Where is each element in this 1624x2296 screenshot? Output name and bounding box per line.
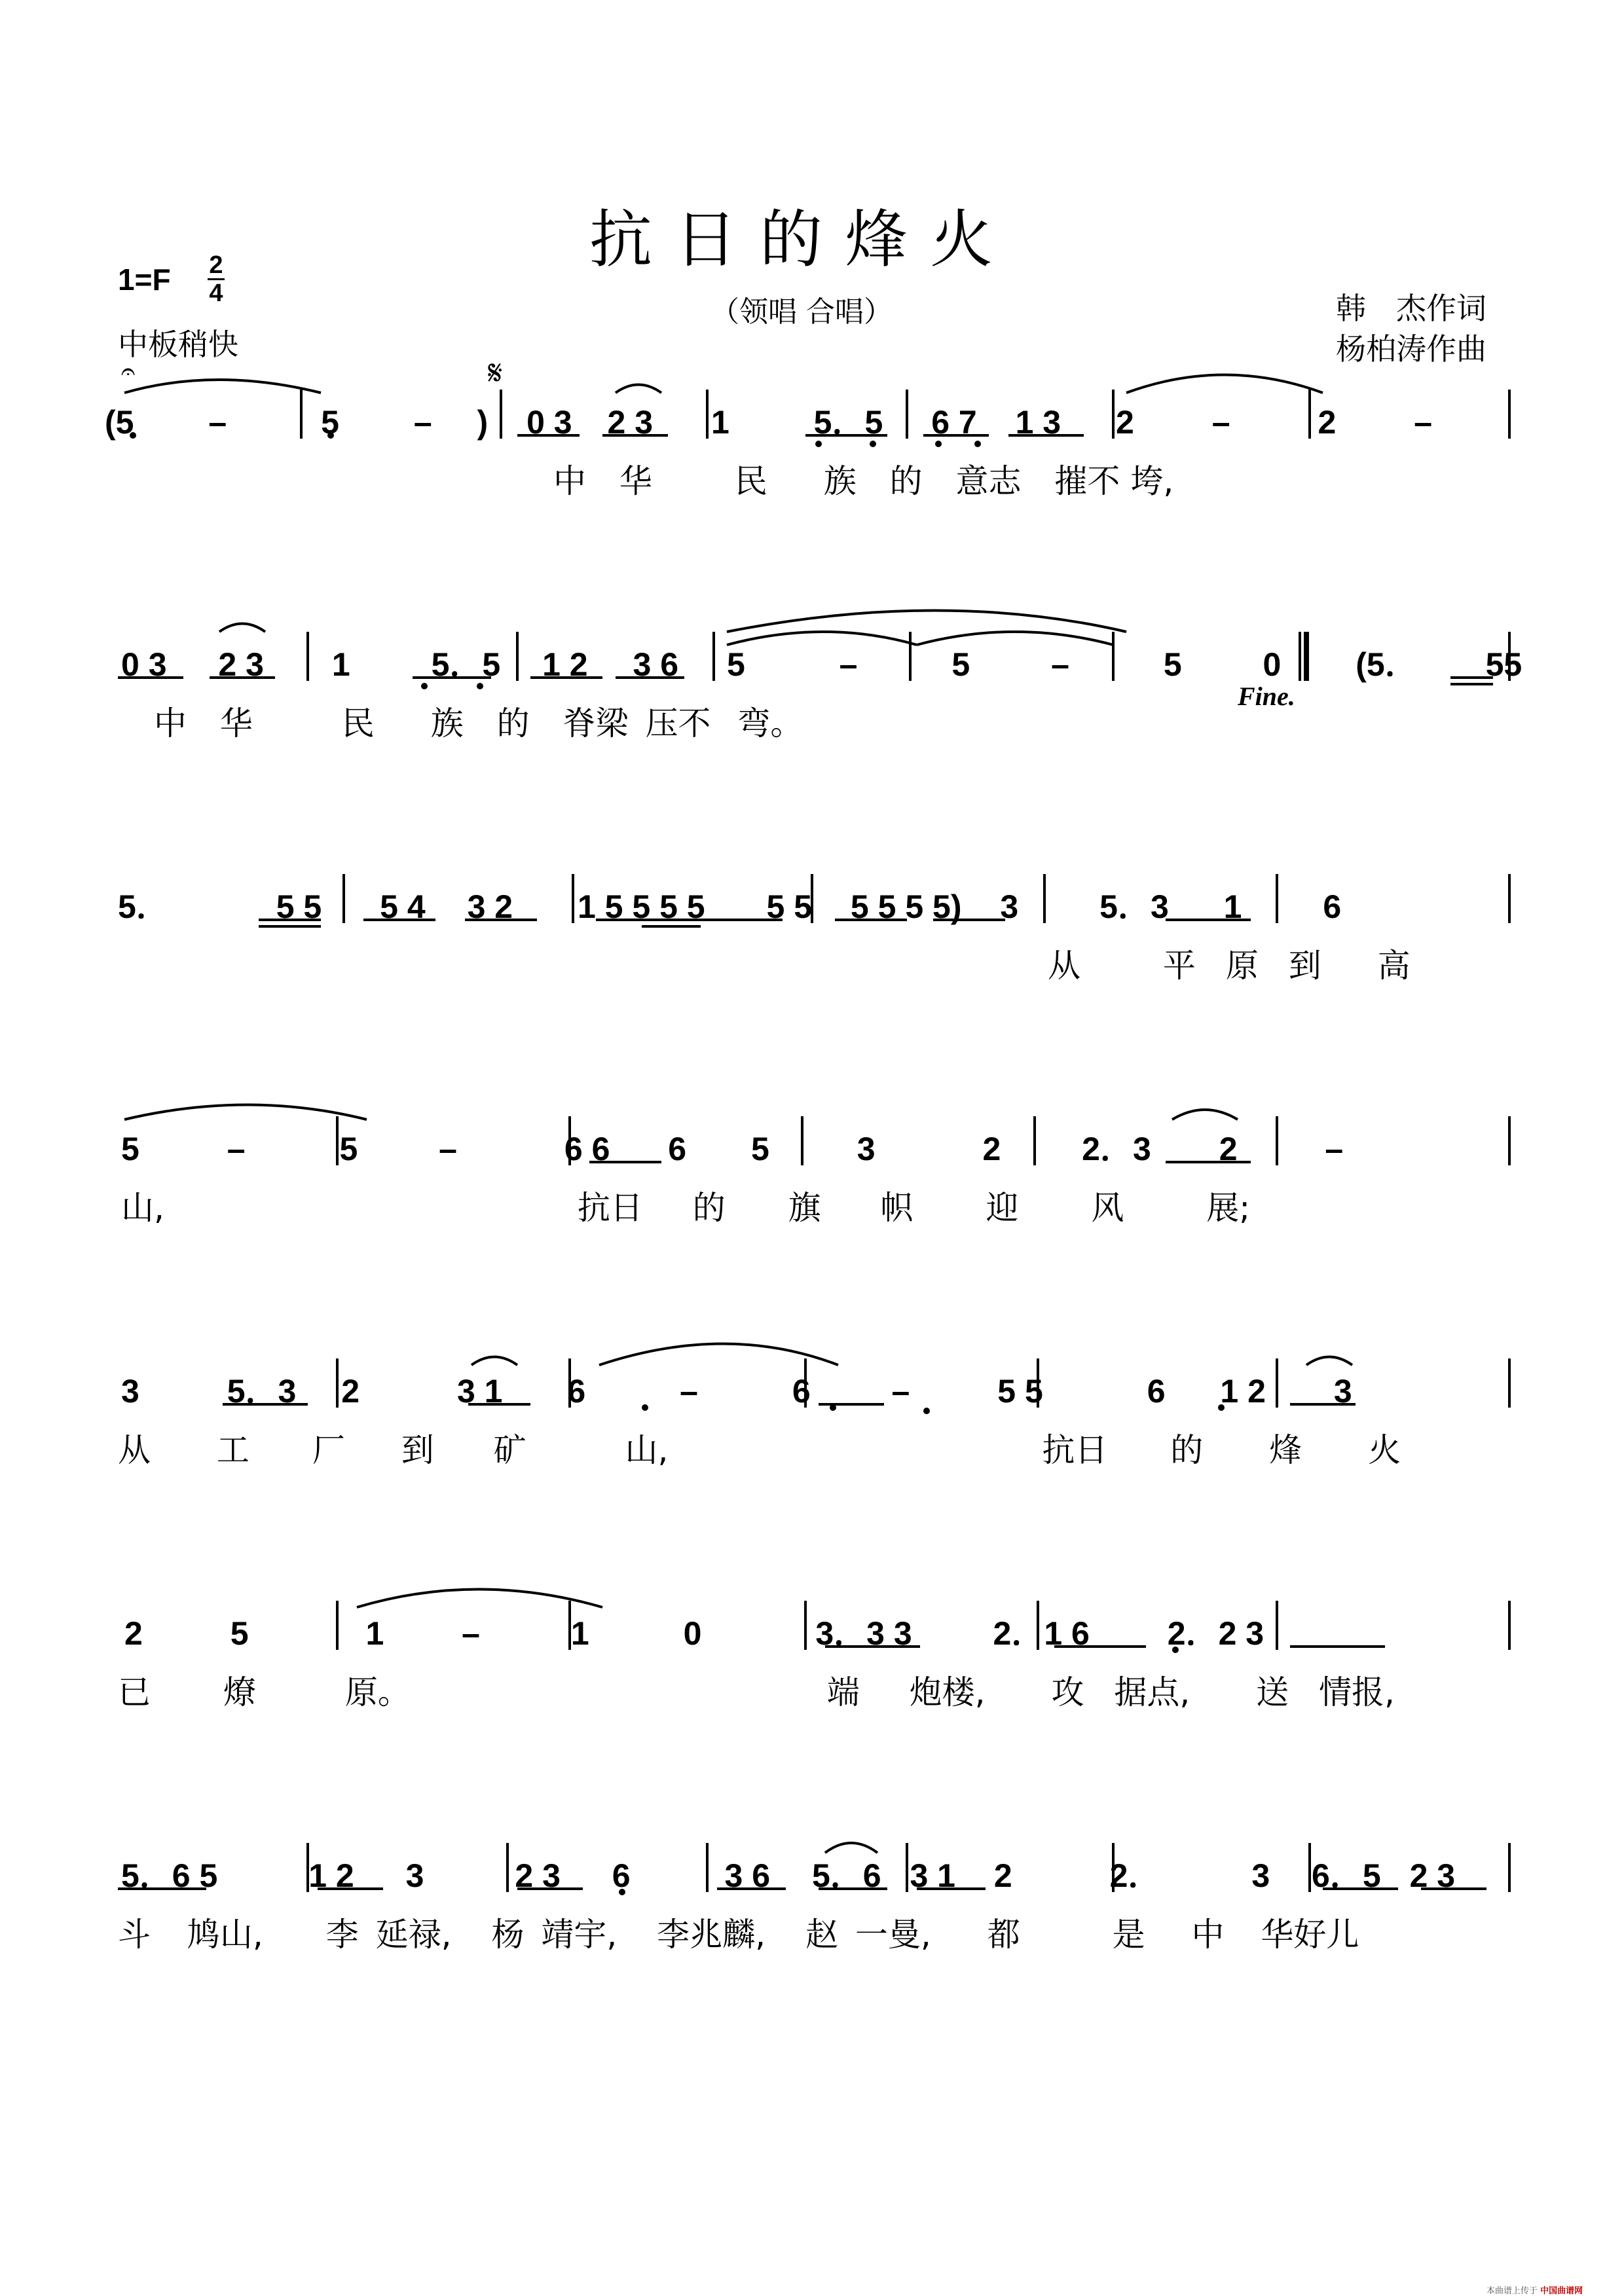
note: 5 5 [997,1373,1043,1410]
note: 6 [1147,1373,1166,1410]
note: 5 [726,646,745,683]
lyrics-system-6 [118,1666,1395,1713]
note: 2 [982,1131,1001,1167]
note: 0 3 [526,404,572,441]
notes-system-1 [105,396,1432,443]
note: 3．3 3 [815,1615,912,1652]
lyric: 送 [1256,1673,1289,1711]
note: – [413,404,432,441]
lyric: 中 [553,462,586,500]
note: 5 4 [380,888,426,925]
lyric: 族 [430,704,464,742]
lyric: 的 [496,704,530,742]
note: 5 [121,1131,139,1167]
note: 5 5 [276,888,322,925]
lyric: 据点, [1114,1673,1190,1711]
lyric: 抗日 [1042,1431,1108,1469]
note: ) [477,404,489,441]
lyric: 平 [1162,947,1196,985]
note: – [891,1373,910,1410]
note: 6．5 [1312,1857,1381,1894]
note: 55 [1485,646,1522,683]
note: 6 [612,1857,631,1894]
note: 5．6 5 [121,1857,218,1894]
note: 6 [792,1373,811,1410]
note: 6 [567,1373,586,1410]
note: 5．3 [227,1373,297,1410]
fermata-icon: 𝄐 [121,357,136,386]
lyrics-system-5 [118,1424,1401,1471]
note: 1 [710,404,729,441]
lyric: 燎 [223,1673,256,1711]
note: 2 3 [607,404,654,441]
lyric: 都 [987,1916,1020,1954]
note: 0 [683,1615,702,1652]
lyric: 的 [889,462,923,500]
lyric: 迎 [986,1189,1019,1227]
note: 5．5 [431,646,501,683]
time-signature-bottom: 4 [209,280,223,307]
note: 5． [118,888,169,925]
lyric: 从 [118,1431,151,1469]
slur [124,380,321,393]
note: 5 [321,404,339,441]
note: 6 [1323,888,1342,925]
lyrics-system-1 [553,455,1173,502]
lyric: 到 [401,1431,434,1469]
lyric: 是 [1112,1916,1145,1954]
lyric: 火 [1368,1431,1401,1469]
lyric: 中 [154,704,187,742]
segno-icon: 𝄋 [488,354,503,393]
footer-text: 本曲谱上传于 [1486,2286,1538,2296]
lyric: 风 [1091,1189,1124,1227]
slur [219,624,265,632]
slur [1172,1110,1238,1120]
lyric: 垮, [1130,462,1174,500]
note: – [1051,646,1069,683]
note: 6 6 [564,1131,610,1167]
site-logo: 中国曲谱网 [1540,2286,1583,2296]
lyric: 意志 [955,462,1022,500]
note: 3 6 [633,646,679,683]
lyric: 华 [619,462,652,500]
lyric: 高 [1377,947,1411,985]
key-signature: 1=F [118,263,171,297]
lyric: 展; [1206,1189,1251,1227]
lyrics-system-3 [1048,939,1411,987]
lyric: 已 [118,1673,151,1711]
lyric: 一曼, [855,1916,931,1954]
lyric: 李兆麟, [657,1916,766,1954]
lyric: 民 [341,704,375,742]
lyric: 摧不 [1054,462,1120,500]
tempo-marking: 中板稍快 [118,327,238,362]
lyric: 鸠山, [187,1916,263,1954]
note: 2 3 [515,1857,561,1894]
slur [599,1344,838,1366]
lyric: 攻 [1051,1673,1084,1711]
lyric: 帜 [880,1189,913,1227]
note: – [462,1615,480,1652]
lyric: 民 [734,462,767,500]
note: 2 3 [1409,1857,1456,1894]
note: 5．5 [813,404,883,441]
notes-system-6 [124,1607,1264,1654]
note: 3 [857,1131,876,1167]
composer-credit: 杨柏涛作曲 [1336,331,1486,367]
lyric: 工 [216,1431,249,1469]
slur [124,1105,367,1120]
lyric: 情报, [1319,1673,1395,1711]
note: 2 3 [218,646,264,683]
lyric: 赵 [805,1916,838,1954]
note: 2 [1219,1131,1238,1167]
note: 5．3 [1099,888,1169,925]
note: 3 [1251,1857,1270,1894]
lyric: 斗 [118,1916,151,1954]
notes-system-4 [121,1123,1343,1170]
note: 0 [1263,646,1282,683]
lyric: 弯。 [737,704,803,742]
note: – [839,646,858,683]
song-title: 抗日的烽火 [589,203,1015,276]
performance-note: （领唱 合唱） [710,295,893,329]
note: 6 [668,1131,687,1167]
notes-system-3 [118,881,1341,928]
note: 2． [1109,1857,1161,1894]
note: 1 5 5 5 5 [577,888,705,925]
note: 3 [1000,888,1019,925]
note: 5．6 [811,1857,881,1894]
note: 2．2 3 [1167,1615,1264,1652]
slur [1306,1357,1352,1366]
lyric: 李 [325,1916,359,1954]
note: – [439,1131,457,1167]
note: 5 5 [766,888,813,925]
lyric: 族 [823,462,857,500]
lyric: 的 [1170,1431,1204,1469]
note: 2 [993,1857,1012,1894]
note: 1 2 [1220,1373,1266,1410]
lyric: 原。 [344,1673,411,1711]
footer-watermark [1486,2284,1583,2296]
notes-system-2 [121,638,1522,685]
note: (5 [105,404,134,441]
note: 5 5) [905,888,962,925]
slur [727,611,1126,632]
note: – [208,404,227,441]
note: 3 1 [456,1373,503,1410]
fine-marking: Fine. [1238,682,1295,711]
note: 2．3 [1082,1131,1151,1167]
note: 5 [951,646,970,683]
lyrics-system-2 [154,697,803,744]
note: – [1211,404,1230,441]
lyric: 延禄, [375,1916,452,1954]
lyric: 从 [1048,947,1080,985]
note: 2．1 6 [993,1615,1090,1652]
lyric: 脊梁 [563,704,629,742]
note: 3 6 [724,1857,771,1894]
lyric: 原 [1225,947,1259,985]
note: 1 2 [308,1857,354,1894]
note: 1 [570,1615,589,1652]
note: 5 [751,1131,769,1167]
note: 5 [230,1615,249,1652]
note: 2 [341,1373,360,1410]
note: 1 2 [542,646,588,683]
note: – [1414,404,1432,441]
note: 1 [365,1615,384,1652]
note: 3 2 [467,888,513,925]
slur [1126,375,1323,393]
note: 5 [339,1131,358,1167]
lyric: 烽 [1269,1431,1302,1469]
lyrics-system-7 [118,1908,1359,1956]
lyric: 中 [1191,1916,1225,1954]
note: 3 1 [910,1857,955,1894]
lyric: 山, [625,1431,669,1469]
lyric: 到 [1288,947,1321,985]
lyric: 压不 [645,704,711,742]
note: 2 [1116,404,1134,441]
lyric: 靖宇, [541,1916,618,1954]
lyric: 华 [219,704,253,742]
lyric: 旗 [788,1189,821,1227]
note: 0 3 [121,646,167,683]
note: 3 [1333,1373,1352,1410]
lyric: 华好儿 [1261,1916,1359,1954]
note: 3 [405,1857,424,1894]
note: 2 [124,1615,143,1652]
lyricist-credit: 韩 杰作词 [1336,291,1486,326]
note: 1 3 [1015,404,1061,441]
lyric: 端 [826,1673,860,1711]
lyric: 厂 [312,1431,345,1469]
lyric: 炮楼, [909,1673,986,1711]
note: (5． [1356,646,1418,683]
note: – [680,1373,698,1410]
notes-system-5 [121,1365,1352,1412]
lyrics-system-4 [121,1182,1250,1229]
note: 1 [1223,888,1242,925]
slur [471,1357,517,1366]
note: 3 [121,1373,139,1410]
time-signature-top: 2 [209,251,223,279]
octave-dot [923,1414,930,1421]
note: – [227,1131,246,1167]
note: – [1325,1131,1344,1167]
slur [357,1590,602,1608]
lyric: 杨 [491,1916,525,1954]
slur [616,385,661,393]
note: 5 [1163,646,1182,683]
notes-system-7 [121,1850,1455,1897]
note: 5 5 [850,888,896,925]
lyric: 山, [121,1189,164,1227]
note: 1 [331,646,350,683]
lyric: 矿 [493,1431,526,1469]
note: 6 7 [931,404,977,441]
lyric: 抗日 [577,1189,643,1227]
lyric: 的 [692,1189,726,1227]
note: 2 [1318,404,1337,441]
